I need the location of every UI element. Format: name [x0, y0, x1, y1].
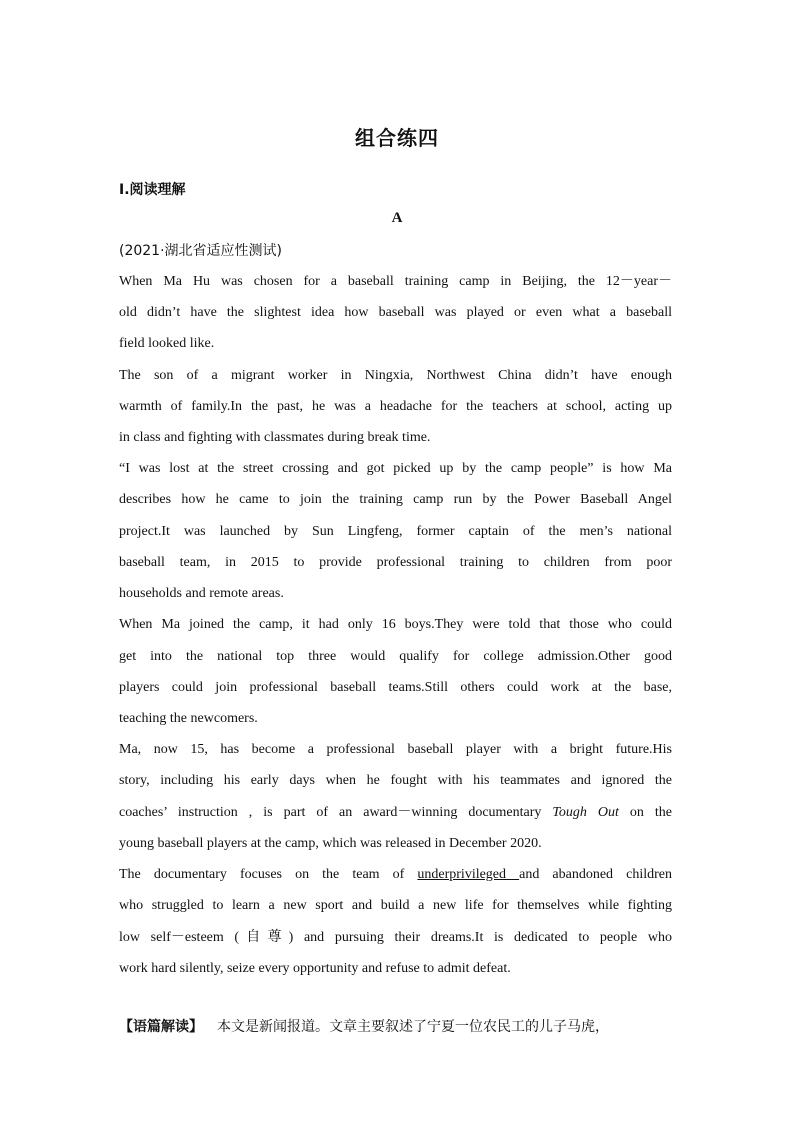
passage-line: work hard silently, seize every opportunity and refuse to admit defeat.: [119, 961, 511, 976]
passage-line: story, including his early days when he fought with his teammates and ignored the: [119, 773, 672, 788]
passage-line: When Ma joined the camp, it had only 16 boys.They were told that those who could: [119, 617, 672, 632]
passage-line: “I was lost at the street crossing and got picked up by the camp people” is how Ma: [119, 461, 672, 476]
line-text: The documentary focuses on the team of: [119, 867, 405, 882]
text-analysis: [119, 1016, 679, 1036]
passage-line: When Ma Hu was chosen for a baseball training camp in Beijing, the 12－year－: [119, 274, 672, 289]
documentary-title: Tough Out: [552, 805, 619, 820]
passage-line-with-underline: [119, 865, 672, 885]
passage-line: old didn’t have the slightest idea how baseball was played or even what a baseball: [119, 305, 672, 320]
analysis-tag: 【语篇解读】: [119, 1019, 203, 1035]
passage-line: who struggled to learn a new sport and build a new life for themselves while fighting: [119, 898, 672, 913]
page-title: 组合练四: [355, 126, 439, 150]
analysis-text: 本文是新闻报道。文章主要叙述了宁夏一位农民工的儿子马虎，: [217, 1019, 609, 1035]
passage-line: describes how he came to join the training camp run by the Power Baseball Angel: [119, 492, 672, 507]
line-tail: and abandoned children: [519, 867, 672, 882]
line-tail: on the: [618, 805, 672, 820]
underlined-word: underprivileged: [417, 867, 520, 882]
passage-line: baseball team, in 2015 to provide professional training to children from poor: [119, 555, 672, 570]
passage-line: households and remote areas.: [119, 586, 284, 601]
passage-line: Ma, now 15, has become a professional baseball player with a bright future.His: [119, 742, 672, 757]
passage-line: in class and fighting with classmates during break time.: [119, 430, 431, 445]
passage-line: warmth of family.In the past, he was a headache for the teachers at school, acting up: [119, 399, 672, 414]
passage-line: project.It was launched by Sun Lingfeng, former captain of the men’s national: [119, 524, 672, 539]
line-text: coaches’ instruction , is part of an award－winning documentary: [119, 805, 542, 820]
passage-line: field looked like.: [119, 336, 215, 351]
passage-line: teaching the newcomers.: [119, 711, 258, 726]
passage-line-with-title: [119, 803, 672, 823]
passage-label: A: [391, 210, 403, 226]
passage-line: low self－esteem (自尊) and pursuing their dreams.It is dedicated to people who: [119, 930, 672, 945]
section-heading: Ⅰ.阅读理解: [119, 182, 186, 198]
passage-line: players could join professional baseball teams.Still others could work at the base,: [119, 680, 672, 695]
passage-line: get into the national top three would qualify for college admission.Other good: [119, 649, 672, 664]
passage-line: young baseball players at the camp, which was released in December 2020.: [119, 836, 542, 851]
passage-source: (2021·湖北省适应性测试): [119, 243, 283, 259]
passage-line: The son of a migrant worker in Ningxia, Northwest China didn’t have enough: [119, 368, 672, 383]
